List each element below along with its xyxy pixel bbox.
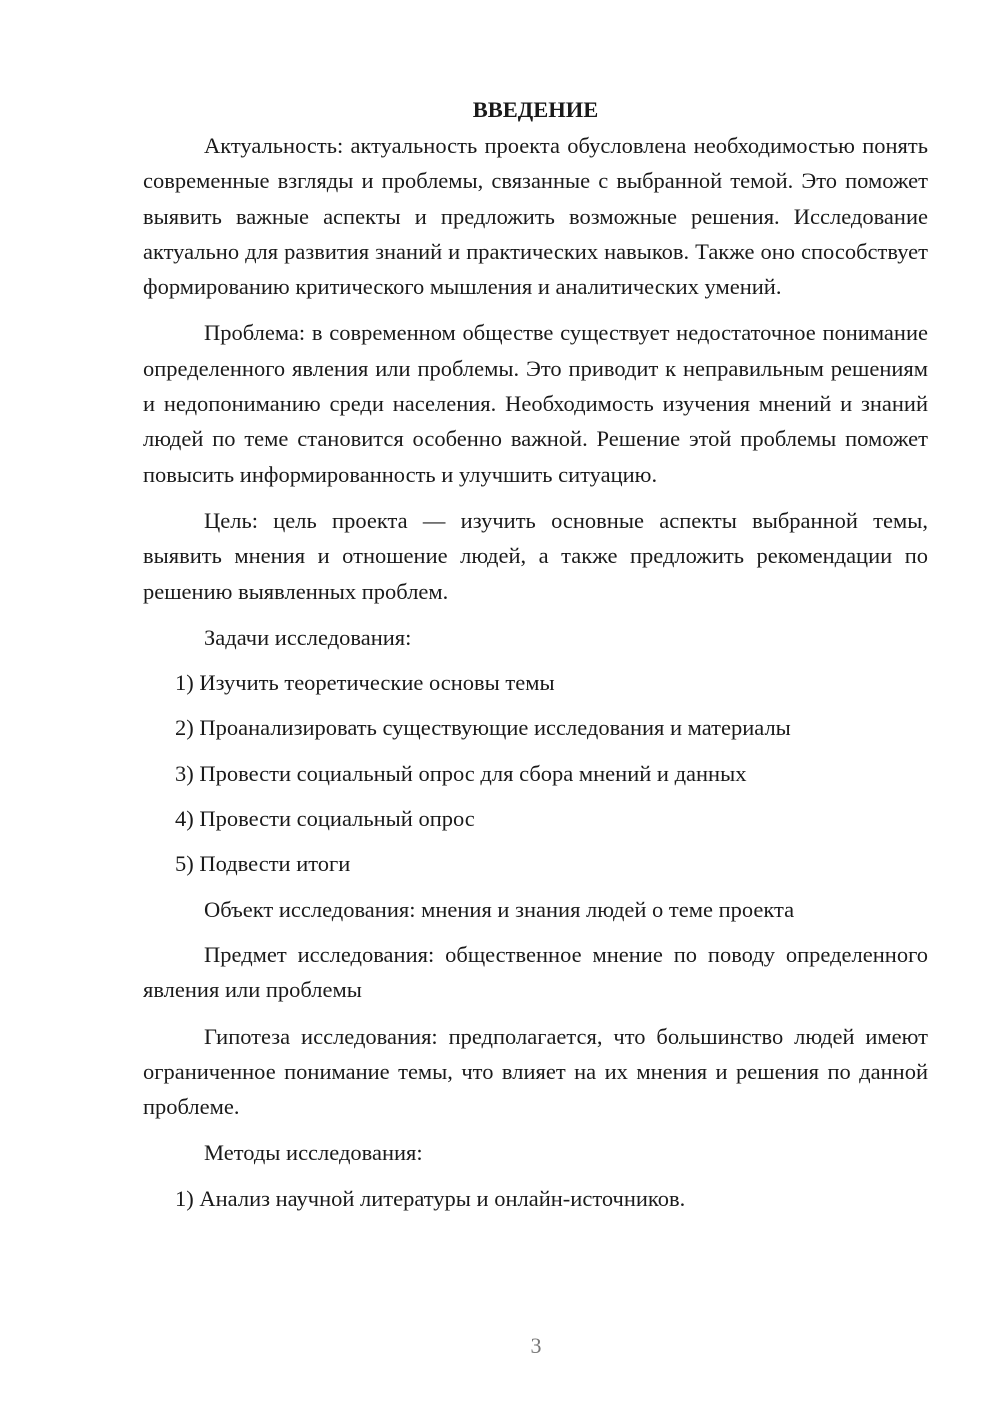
document-page [143,95,928,1226]
page-number: 3 [530,1333,542,1358]
paragraph-hypothesis: Гипотеза исследования: предполагается, что большинство людей имеют ограниченное понимание темы, что влияет на их мнения и решения по данной проблеме. [143,1023,928,1120]
paragraph-subject: Предмет исследования: общественное мнение по поводу определенного явления или проблемы [143,941,928,1003]
section-title: ВВЕДЕНИЕ [472,97,599,122]
paragraph-problem: Проблема: в современном обществе существует недостаточное понимание определенного явления или проблемы. Это приводит к неправильным решениям и недопониманию среди населения. Необходимость изучения мнений и знаний людей по теме становится особенно важной. Решение этой проблемы поможет повысить информированность и улучшить ситуацию. [143,320,928,487]
list-item: 2) Проанализировать существующие исследования и материалы [175,715,791,741]
list-item: 3) Провести социальный опрос для сбора мнений и данных [175,760,747,786]
tasks-list [143,665,928,881]
list-item: 4) Провести социальный опрос [175,806,475,832]
paragraph-object: Объект исследования: мнения и знания людей о теме проекта [204,896,795,922]
list-item: 5) Подвести итоги [175,851,351,877]
paragraph-relevance: Актуальность: актуальность проекта обусловлена необходимостью понять современные взгляды и проблемы, связанные с выбранной темой. Это поможет выявить важные аспекты и предложить возможные решения. Исследование актуально для развития знаний и практических навыков. Также оно способствует формированию критического мышления и аналитических умений. [143,133,928,300]
list-item: 1) Изучить теоретические основы темы [175,670,555,696]
list-item: 1) Анализ научной литературы и онлайн-источников. [175,1185,686,1211]
methods-label: Методы исследования: [204,1140,423,1166]
tasks-label: Задачи исследования: [204,624,412,650]
methods-list [143,1181,928,1216]
paragraph-goal: Цель: цель проекта — изучить основные аспекты выбранной темы, выявить мнения и отношение людей, а также предложить рекомендации по решению выявленных проблем. [143,507,928,604]
